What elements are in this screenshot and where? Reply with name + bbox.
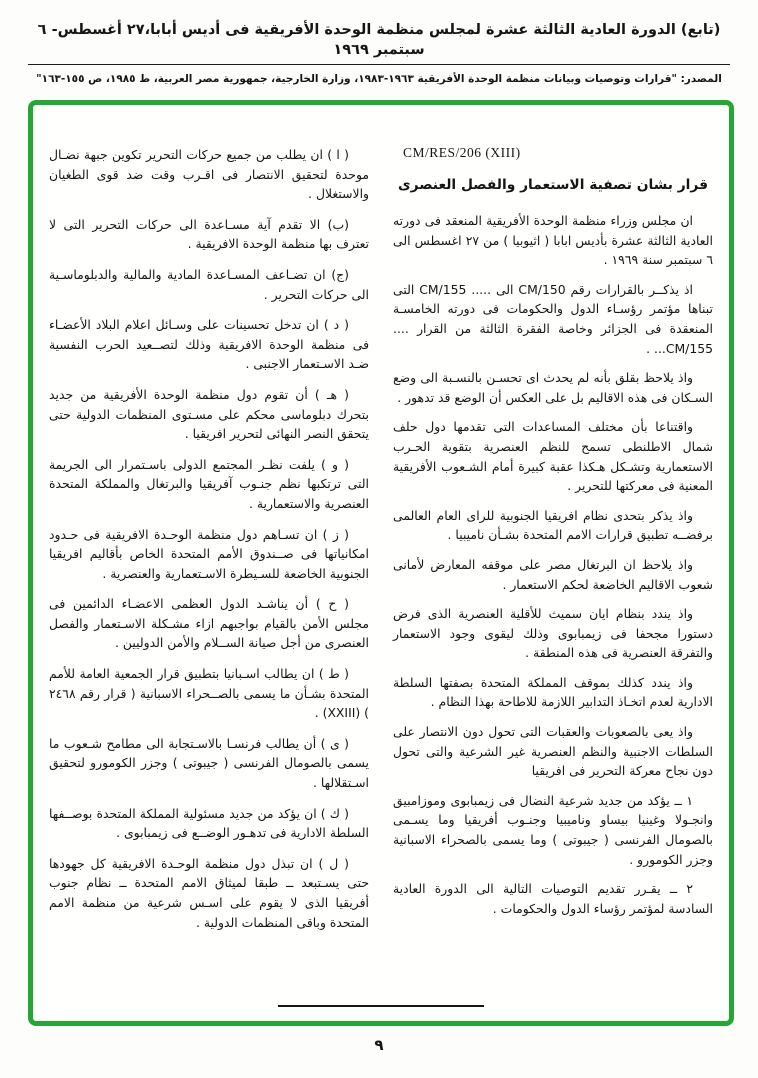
two-column-layout: [49, 145, 713, 991]
paragraph: واذ يذكر بتحدى نظام افريقيا الجنوبية للراى العام العالمى برفضــه تطبيق قرارات الامم المتحدة بشـأن ناميبيا .: [393, 507, 713, 543]
paragraph-item-kaf: ( ك ) ان يؤكد من جديد مسئولية المملكة المتحدة بوصــفها السلطة الادارية فى تدهـور الوضــع فى زيمبابوى .: [49, 805, 369, 841]
page-header: [28, 20, 730, 85]
paragraph-item-lam: ( ل ) ان تبذل دول منظمة الوحـدة الافريقية كل جهودها حتى يسـتبعد ــ طبقا لميثاق الامم المتحدة ــ نظام جنوب أفريقيا الذى لا يقوم على اسـس شرعية من منظمة الامم المتحدة وباقى المنظمات الدولية .: [49, 855, 369, 930]
document-frame: [28, 100, 734, 1026]
end-of-document-rule: [278, 1005, 484, 1007]
resolution-title: قرار بشان تصفية الاستعمار والفصل العنصرى: [397, 177, 709, 193]
paragraph-item-ha: ( هـ ) أن تقوم دول منظمة الوحدة الأفريقية من جديد بتحرك دبلوماسى محكم على مسـتوى المنظمات الدولية حتى يتحقق النصر النهائى لتحرير افريقيا .: [49, 386, 369, 442]
paragraph-item-zay: ( ز ) ان تسـاهم دول منظمة الوحـدة الافريقية فى حـدود امكانياتها فى صــندوق الأمم المتحدة الخاص بأقاليم افريقيا الجنوبية الخاضعة للسـيطرة الاسـتعمارية والعنصرية .: [49, 526, 369, 581]
page-number: ٩: [374, 1036, 384, 1054]
header-session-line: (تابع) الدورة العادية الثالثة عشرة لمجلس منظمة الوحدة الأفريقية فى أديس أبابا،٢٧ أغسطس- ٦ سبتمبر ١٩٦٩: [37, 22, 721, 59]
paragraph-item-ba: (ب) الا تقدم آية مسـاعدة الى حركات التحرير التى لا تعترف بها منظمة الوحدة الافريقية .: [49, 216, 369, 252]
paragraph-item-dal: ( د ) ان تدخل تحسينات على وسـائل اعلام البلاد الأعضـاء فى منظمة الوحدة الافريقية وذلك لتصــعيد الحرب النفسية ضـد الاسـتعمار الاجنبى .: [49, 317, 369, 372]
paragraph: واذ يندد كذلك بموقف المملكة المتحدة بصفتها السلطة الادارية لعدم اتخـاذ التدابير اللازمة للاطاحة بهذا النظام .: [393, 674, 713, 710]
paragraph: واذ يندد بنظام ايان سميث للأقلية العنصرية الذى فرض دستورا مجحفا فى زيمبابوى وذلك ليقوى وجود الاستعمار والتفرقة العنصرية فى هذه المنطقة .: [393, 606, 713, 661]
paragraph-item-hha: ( ح ) أن يناشـد الدول العظمى الاعضـاء الدائمين فى مجلس الأمن بالقيام بواجبهم ازاء مشـكلة الاسـتعمار والفصل العنصرى من أجل صيانة الســلام والأمن الدوليين .: [49, 596, 369, 651]
column-left: [49, 145, 369, 991]
paragraph-numbered-1: ١ ــ يؤكد من جديد شرعية النضال فى زيمبابوى وموزامبيق وانجـولا وغينيا بيساو وناميبيا وجنـوب أفريقيا وما يسـمى بالصومال الفرنسى ( جيبوتى ) وما يسمى بالصحراء الاسبانية وجزر الكومورو .: [393, 792, 713, 867]
paragraph: واذ يلاحظ ان البرتغال مصر على موقفه المعارض لأمانى شعوب الاقاليم الخاضعة لحكم الاستعمار .: [393, 556, 713, 592]
paragraph-numbered-2: ٢ ــ يقـرر تقديم التوصيات التالية الى الدورة العادية السادسة لمؤتمر رؤساء الدول والحكومات .: [393, 881, 713, 916]
paragraph-item-tta: ( ط ) ان يطالب اسـبانيا بتطبيق قرار الجمعية العامة للأمم المتحدة بشـأن ما يسمى بالصــحراء الاسبانية ( قرار رقم ٢٤٦٨ ) (XXIII) .: [49, 666, 369, 721]
header-divider: [28, 64, 730, 65]
paragraph: واقتناعا بأن مختلف المساعدات التى تقدمها دول حلف شمال الاطلنطى تسمح للنظم العنصرية بتقوية الحـرب الاستعمارية وتشـكل هـكذا عقبة كبيرة أمام الشـعوب الأفريقية المعنية فى معركتها للتحرير .: [393, 419, 713, 494]
paragraph-item-ya: ( ى ) أن يطالب فرنسـا بالاسـتجابة الى مطامح شـعوب ما يسمى بالصومال الفرنسى ( جيبوتى ) وجزر الكومورو لتحقيق اسـتقلالها .: [49, 735, 369, 791]
column-right: [393, 145, 713, 991]
paragraph: واذ يعى بالصعوبات والعقبات التى تحول دون الانتصار على السلطات الاجنبية والنظم العنصرية غير الشرعية والتى تحول دون نجاح معركة التحرير فى افريقيا: [393, 724, 713, 779]
resolution-reference-code: CM/RES/206 (XIII): [403, 145, 521, 160]
paragraph: واذ يلاحظ بقلق بأنه لم يحدث اى تحسـن بالنسـبة الى وضع السـكان فى هذه الاقاليم بل على العكس أن الوضع قد تدهور .: [393, 370, 713, 405]
header-source-line: المصدر: "قرارات وتوصيات وبيانات منظمة الوحدة الأفريقية ١٩٦٣-١٩٨٣، وزارة الخارجية، جمهورية مصر العربية، ط ١٩٨٥، ص ١٥٥-١٦٣": [36, 72, 722, 85]
paragraph-item-alef: ( ا ) ان يطلب من جميع حركات التحرير تكوين جبهة نضـال موحدة لتحقيق الانتصار فى اقـرب وقت ضد قوى الطغيان والاستغلال .: [49, 147, 369, 202]
paragraph: ان مجلس وزراء منظمة الوحدة الأفريقية المنعقد فى دورته العادية الثالثة عشرة بأديس ابابا ( اثيوبيا ) من ٢٧ اغسطس الى ٦ سبتمبر سنة ١٩٦٩ .: [393, 213, 713, 268]
paragraph-item-jim: (ج) ان تضـاعف المسـاعدة المادية والمالية والدبلوماسـية الى حركات التحرير .: [49, 266, 369, 302]
paragraph-item-waw: ( و ) يلفت نظـر المجتمع الدولى باسـتمرار الى الجريمة التى ترتكبها نظم جنـوب آفريقيا والبرتغال والمملكة المتحدة العنصرية والاستعمارية .: [49, 456, 369, 511]
paragraph: اذ يذكــر بالقرارات رقم CM/150 الى ..... CM/155 التى تبناها مؤتمر رؤسـاء الدول والحكومات فى دورته الخامسـة المنعقدة فى الجزائر وخاصة الفقرة الثالثة من القرار .... CM/155... .: [393, 281, 713, 356]
